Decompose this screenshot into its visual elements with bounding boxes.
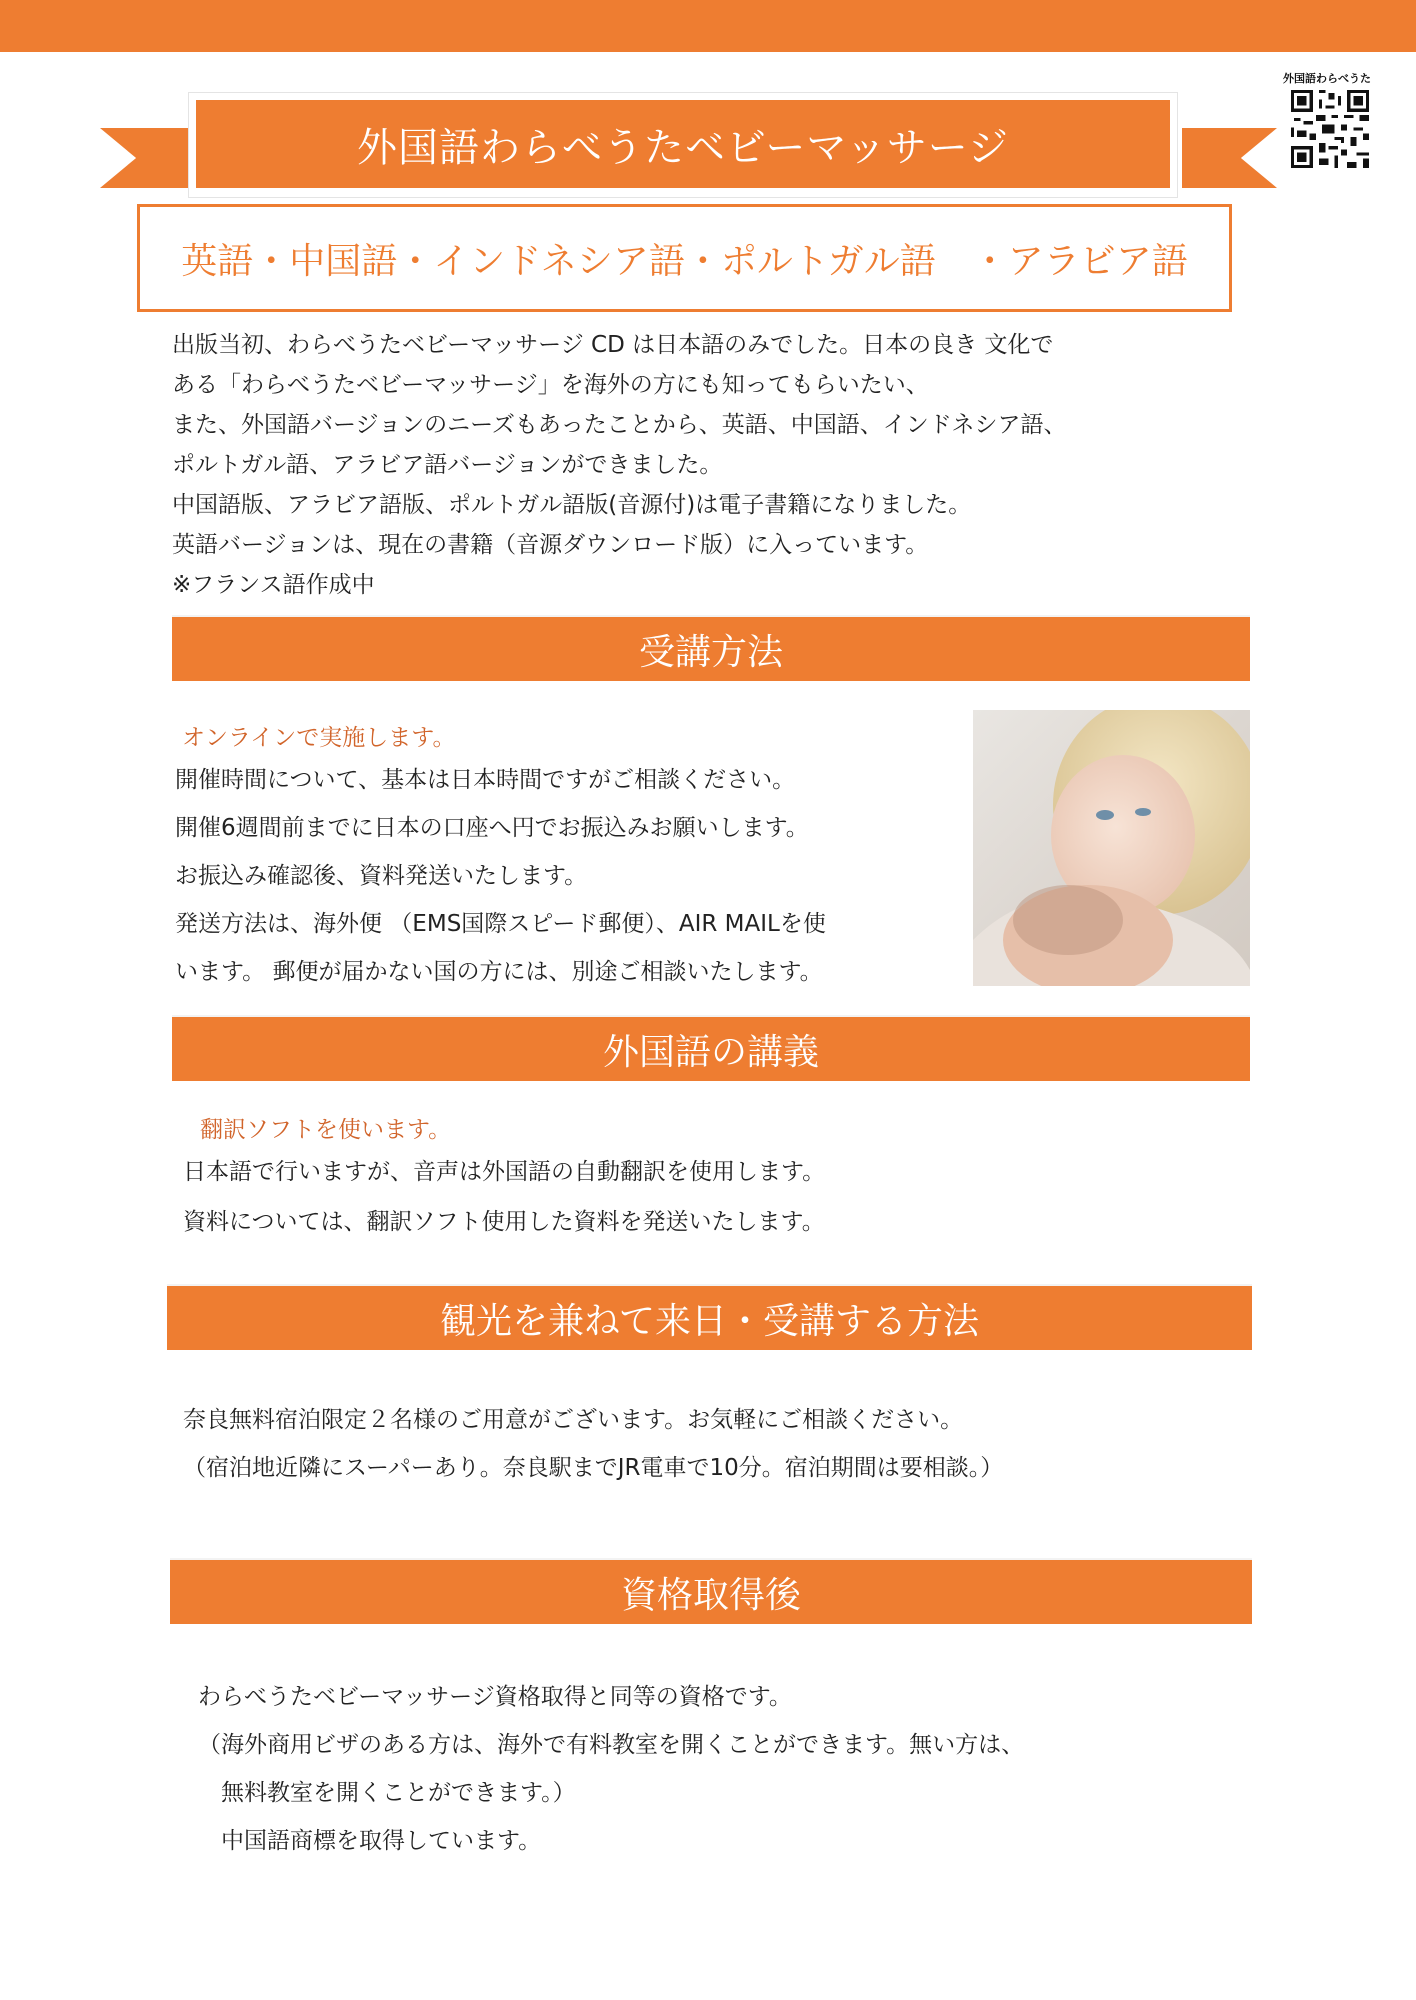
after-line: （海外商用ビザのある方は、海外で有料教室を開くことができます。無い方は、 (198, 1732, 1025, 1758)
intro-text (172, 325, 1262, 605)
lecture-line: 資料については、翻訳ソフト使用した資料を発送いたします。 (183, 1209, 825, 1235)
child-kissing-baby-photo (973, 710, 1250, 986)
ribbon-tail-left (100, 128, 195, 188)
section-heading-visit: 観光を兼ねて来日・受講する方法 (167, 1286, 1252, 1350)
intro-line: 中国語版、アラビア語版、ポルトガル語版(音源付)は電子書籍になりました。 (172, 492, 972, 518)
lecture-subheading: 翻訳ソフトを使います。 (200, 1117, 452, 1143)
section-heading-lecture: 外国語の講義 (172, 1017, 1250, 1081)
after-line: 中国語商標を取得しています。 (221, 1828, 542, 1854)
lecture-text (183, 1147, 825, 1247)
attendance-line: います。 郵便が届かない国の方には、別途ご相談いたします。 (175, 959, 823, 985)
visit-text (183, 1396, 1003, 1492)
intro-line: 英語バージョンは、現在の書籍（音源ダウンロード版）に入っています。 (172, 532, 929, 558)
attendance-text (175, 756, 826, 996)
after-text (198, 1673, 1024, 1865)
qr-label: 外国語わらべうた (1283, 72, 1371, 85)
visit-line: 奈良無料宿泊限定２名様のご用意がございます。お気軽にご相談ください。 (183, 1407, 964, 1433)
languages-box: 英語・中国語・インドネシア語・ポルトガル語 ・アラビア語 (137, 204, 1232, 312)
top-accent-bar (0, 0, 1416, 52)
attendance-line: 開催6週間前までに日本の口座へ円でお振込みお願いします。 (175, 815, 809, 841)
intro-line: ある「わらべうたベビーマッサージ」を海外の方にも知ってもらいたい、 (172, 372, 929, 398)
intro-line: 出版当初、わらべうたベビーマッサージ CD は日本語のみでした。日本の良き 文化で (172, 332, 1054, 358)
intro-line: ※フランス語作成中 (172, 572, 375, 598)
page-title: 外国語わらべうたベビーマッサージ (196, 100, 1170, 188)
after-line: 無料教室を開くことができます。） (221, 1780, 576, 1806)
lecture-line: 日本語で行いますが、音声は外国語の自動翻訳を使用します。 (183, 1159, 826, 1185)
section-heading-after: 資格取得後 (170, 1560, 1252, 1624)
attendance-line: 開催時間について、基本は日本時間ですがご相談ください。 (175, 767, 796, 793)
attendance-subheading: オンラインで実施します。 (182, 725, 456, 751)
section-heading-attendance: 受講方法 (172, 617, 1250, 681)
intro-line: ポルトガル語、アラビア語バージョンができました。 (172, 452, 723, 478)
after-line: わらべうたベビーマッサージ資格取得と同等の資格です。 (198, 1684, 792, 1710)
ribbon-tail-right (1182, 128, 1277, 188)
visit-line: （宿泊地近隣にスーパーあり。奈良駅までJR電車で10分。宿泊期間は要相談。） (183, 1455, 1004, 1481)
intro-line: また、外国語バージョンのニーズもあったことから、英語、中国語、インドネシア語、 (172, 412, 1067, 438)
attendance-line: 発送方法は、海外便 （EMS国際スピード郵便）、AIR MAILを使 (175, 911, 826, 937)
qr-code-icon[interactable] (1291, 90, 1369, 168)
attendance-line: お振込み確認後、資料発送いたします。 (175, 863, 588, 889)
